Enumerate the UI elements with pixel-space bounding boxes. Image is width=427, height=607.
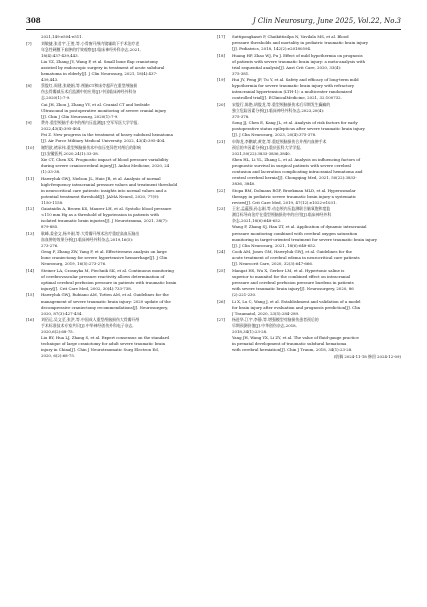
reference-text-line: during severe craniocerebral injury[J]. Anhui Medicine, 2020, 24 — [41, 162, 170, 168]
reference-number: [27] — [217, 317, 225, 323]
reference-text-line: intracranial hypertension (LTH-1): a multicenter randomized — [232, 89, 353, 95]
reference-number: [25] — [217, 267, 225, 273]
reference-text-line: injury[J]. Crit Care Med, 2002, 30(4):733-738. — [41, 285, 132, 291]
reference-number: [16] — [26, 317, 34, 323]
reference-number: [8] — [26, 83, 32, 89]
reference-text-line: assisted by endoscopic surgery in treatment of acute subdural — [41, 64, 165, 70]
reference-text-line: in neurocritical care patients: insights into normal values and a — [41, 187, 167, 193]
reference-text-line: of patients with severe traumatic brain injury: a meta-analysis with — [232, 58, 365, 64]
reference-text-line: 申海龙,李鹏斌,黄宽,等.重症颅脑损伤合并颅内血肿手术 — [232, 138, 327, 144]
reference-text-line: 早期预测价值[J].中华创伤杂志,2018, — [232, 323, 297, 329]
reference-text-line: 伤去骨瓣减压术后监测中的应用[J].中国临床神经外科杂 — [41, 89, 137, 95]
reference-column-right — [217, 34, 401, 360]
reference-entry — [217, 268, 401, 298]
reference-text-line: 2020, 87(3):427-434. — [41, 310, 83, 316]
reference-text-line: Fei Z. New progress in the treatment of heavy subdural hematoma — [41, 132, 173, 138]
reference-columns — [26, 34, 401, 594]
reference-text-line: acute treatment of cerebral edema in neurocritical care patients — [232, 255, 360, 261]
reference-text-line: [J]. J Clin Neurosurg, 2021, 18(6):648-652. — [232, 242, 317, 248]
reference-entry — [217, 249, 401, 267]
reference-entry — [26, 41, 210, 83]
reference-text-line: in prenatal development of traumatic subdural hematoma — [232, 341, 347, 347]
reference-number: [12] — [26, 206, 34, 212]
reference-text-line: 耿峰,姜金文,杨多刚,等.大骨瓣开颅术治疗重症高血压脑出 — [41, 231, 140, 236]
reference-number: [7] — [26, 40, 32, 46]
reference-entry — [217, 34, 401, 52]
reference-text-line: Neurosurg, 2019, 16(5):273-276. — [41, 261, 107, 267]
reference-text-line: pressure thresholds and mortality in pediatric traumatic brain injury — [232, 40, 368, 46]
reference-text-line: Xie CT, Chen XX. Prognostic impact of blood pressure variability — [41, 156, 169, 162]
reference-text-line: Suttipongkaset P, Chaikittisilpa N, Vavilala MS, et al. Blood — [232, 34, 349, 39]
reference-text-line: Gaiatnidis A, Brown KS, Maurer LH, et al. Systolic blood pressure — [41, 206, 172, 212]
reference-text-line: 2018,34(1):23-28. — [232, 329, 268, 335]
reference-text-line: 测目标导向治疗在重型颅脑损伤中的应用[J].临床神经外科 — [232, 212, 332, 218]
reference-text-line: for brain injury after evaluation and prognosis prediction[J]. Clin — [232, 304, 361, 310]
reference-entry — [26, 231, 210, 267]
received-revised-dates: (收稿 2024-11-18 修回 2024-12-09) — [333, 354, 401, 360]
reference-number: [22] — [217, 187, 225, 193]
reference-continuation — [26, 34, 210, 40]
reference-number: [24] — [217, 249, 225, 255]
reference-text-line: [J]. Chin J Clin Neurosurg, 2020(1):7-9. — [41, 113, 119, 119]
reference-text-line: J Traumatol, 2020, 23(5):284-289. — [232, 310, 300, 316]
reference-text-line: pressure and cerebral perfusion pressure burdens in patients — [232, 279, 354, 285]
reference-text-line: 独立危险因素分析[J].临床神经外科杂志,2023,20(4): — [232, 108, 325, 114]
reference-text-line: (2):221-230. — [232, 291, 257, 297]
reference-text-line: 2020, 6(2):68-75. — [41, 353, 76, 359]
reference-text-line: [J]. Pediatrics, 2018, 142(2):e20180594. — [232, 46, 312, 52]
reference-text-line: controlled trial[J]. EClinicalMedicine, 2021, 32:100732. — [232, 95, 342, 101]
reference-text-line: Wang F, Zhang SJ, Han ZT, et al. Application of dynamic intracranial — [232, 224, 367, 230]
reference-number: [14] — [26, 267, 34, 273]
reference-text-line: management of severe traumatic brain injury: 2020 update of the — [41, 298, 171, 304]
reference-entry — [217, 317, 401, 353]
reference-entry — [26, 317, 210, 359]
reference-text-line: review[J]. Crit Care Med, 2019, 47(12):e1022-e1031. — [232, 199, 337, 205]
reference-entry — [26, 292, 210, 316]
reference-number: [26] — [217, 298, 225, 304]
reference-text-line: central cerebral hernia[J]. Chongqing Med, 2021, 50(22):3833- — [232, 175, 357, 181]
reference-entry — [26, 206, 210, 230]
reference-text-line: decompressive craniectomy recommendations[J]. Neurosurgery, — [41, 304, 168, 310]
reference-text-line: Huang HP, Zhao WJ, Pu J. Effect of mild hypothermia on prognosis — [232, 52, 363, 58]
reference-text-line: Mangat HS, Wu X, Gerber LM, et al. Hypertonic saline is — [232, 267, 345, 273]
reference-text-line: Hawryluk GWJ, Nielson JL, Huie JR, et al. Analysis of normal — [41, 175, 161, 181]
reference-text-line: Shen HL, Li YL, Zhang L, et al. Analysis on influencing factors of — [232, 156, 360, 162]
reference-text-line: optimal cerebral perfusion pressure in patients with traumatic brain — [41, 279, 177, 285]
reference-number: [21] — [217, 138, 225, 144]
reference-number: [11] — [26, 175, 34, 181]
reference-text-line: prognostic survival in surgical patients with severe cerebral — [232, 162, 351, 168]
reference-number: [18] — [217, 52, 225, 58]
reference-text-line: 375-381. — [232, 70, 250, 76]
reference-text-line: technique of large craniotomy for adult severe traumatic brain — [41, 341, 166, 347]
reference-text-line: bone craniectomy for severe hypertensive hemorrhage[J]. J Clin — [41, 255, 168, 261]
reference-text-line: 879-885. — [41, 224, 59, 230]
reference-text-line: Hawryluk GWJ, Rubiano AM, Totten AM, et al. Guidelines for the — [41, 292, 169, 298]
reference-number: [20] — [217, 102, 225, 108]
reference-text-line: 2021,149:e504-e511. — [41, 34, 83, 39]
reference-text-line: 2020,6(2):68-75. — [41, 329, 74, 335]
reference-text-line: [J]. J Clin Neurosurg, 2023, 20(4):375-378. — [232, 132, 317, 138]
reference-number: [13] — [26, 231, 34, 236]
reference-text-line: 宋俊行,陈艳,胡俊龙,等.重型颅脑损伤术后早期发生癫痫的 — [232, 102, 331, 108]
reference-entry — [217, 206, 401, 248]
reference-text-line: with severe traumatic brain injury[J]. Neurosurgery, 2020, 86 — [232, 285, 354, 291]
reference-text-line: Hui JY, Feng JF, Tu Y, et al. Safety and efficacy of long-term mild — [232, 77, 359, 83]
reference-text-line: 刘佰运,吴文至,张洪,等.中国成人重型颅脑损伤大骨瓣开颅 — [41, 317, 140, 323]
reference-text-line: 王宏,孟蕴强,孙志刚,等.动态颅内压监测联合脑氧饱和度监 — [232, 206, 331, 212]
reference-text-line: Yang JH, Wang YX, Li ZY, et al. The value of fluid-gauge practice — [232, 335, 359, 341]
reference-number: [19] — [217, 77, 225, 83]
reference-text-line: Song JJ, Chen E, Kang JL, et al. Analysis of risk factors for early — [232, 120, 358, 126]
journal-running-title: J Clin Neurosurg, June 2025, Vol.22, No.3 — [252, 17, 401, 25]
reference-text-line: (1):33-38. — [41, 169, 61, 175]
reference-text-line: trial sequential analysis[J]. Aust Crit Care, 2020, 33(4): — [232, 64, 342, 70]
reference-text-line: Cook AM, Jones GM, Hawryluk GWJ, et al. Guidelines for the — [232, 249, 352, 255]
reference-text-line: Stopa BM, Dolmans RGF, Broekman MLD, et al. Hyperosmolar — [232, 187, 356, 193]
reference-entry — [217, 299, 401, 317]
reference-entry — [26, 120, 210, 144]
reference-text-line: potential treatment threshold[J]. JAMA Neurol, 2020, 77(9): — [41, 193, 160, 199]
reference-text-line: contusion and laceration complicating intracranial hematoma and — [232, 169, 363, 175]
reference-text-line: 439,443. — [41, 76, 59, 82]
reference-text-line: 预后的多因素分析[J].重庆医科大学学报, — [232, 144, 302, 150]
reference-text-line: 1150-1158. — [41, 199, 64, 205]
reference-text-line: 蔡俊红,周建,张晓娟,等.颅脑CT和床旁超声在重型颅脑损 — [41, 83, 138, 89]
reference-text-line: 血血肿的效果分析[J].临床神经外科杂志,2019,16(5): — [41, 237, 134, 243]
reference-text-line: pressure monitoring combined with cerebral oxygen saturation — [232, 230, 358, 236]
reference-text-line: 3836, 3840. — [232, 181, 256, 187]
reference-text-line: isolated traumatic brain injuries[J]. J Neurotrauma, 2021, 38(7): — [41, 218, 168, 224]
reference-text-line: 费舟.重型颅脑手术中的颅内压监测[J].空军军医大学学报, — [41, 120, 139, 126]
reference-text-line: hematoma in elderly[J]. J Clin Neurosurg, 2021, 18(4):437- — [41, 70, 158, 76]
reference-text-line: monitoring in target-oriented treatment for severe traumatic brain injury — [232, 236, 377, 242]
reference-text-line: 273-276. — [41, 243, 59, 249]
reference-text-line: 手术标准技术专家共识[J].中华神经创伤外科电子杂志, — [41, 323, 134, 329]
reference-number: [23] — [217, 206, 225, 212]
reference-text-line: high-frequency intracranial pressure values and treatment threshold — [41, 181, 178, 187]
reference-entry — [217, 188, 401, 206]
reference-entry — [217, 53, 401, 77]
reference-text-line: 18(4):437-439,443. — [41, 52, 79, 58]
reference-text-line: Steiner LA, Czosnyka M, Piechnik SK, et al. Continuous monitoring — [41, 267, 174, 273]
reference-text-line: 刘敏捷,张君宇,王胜,等.小骨窗开颅内镜辅助下手术治疗老 — [41, 40, 140, 46]
reference-text-line: of cerebrovascular pressure reactivity allows determination of — [41, 273, 165, 279]
reference-entry — [217, 102, 401, 138]
reference-text-line: 杂志,2021,18(6):648-652. — [232, 218, 282, 224]
page-header — [26, 14, 401, 28]
reference-text-line: postoperative status epilepticus after severe traumatic brain injury — [232, 126, 365, 132]
reference-text-line: 杨进华,江宇,李静,等.增强模型对脑损伤患者预后的 — [232, 317, 319, 323]
reference-number: [10] — [26, 144, 34, 150]
reference-text-line: [J].安徽医药,2020,24(1):33-38. — [41, 150, 99, 156]
reference-number: [17] — [217, 34, 225, 39]
reference-column-left — [26, 34, 210, 360]
reference-entry — [26, 83, 210, 119]
reference-number: [15] — [26, 292, 34, 298]
reference-entry — [217, 77, 401, 101]
reference-text-line: hypothermia for severe traumatic brain injury with refractory — [232, 83, 355, 89]
reference-text-line: Geng F, Zhang ZW, Yang F, et al. Effectiveness analysis on large — [41, 249, 167, 255]
reference-text-line: Li X, Lu C, Wang J, et al. Establishment and validation of a model — [232, 298, 361, 304]
header-rule — [26, 29, 401, 30]
reference-entry — [217, 139, 401, 187]
reference-text-line: <110 mm Hg as a threshold of hypotension in patients with — [41, 212, 159, 218]
reference-text-line: superior to mannitol for the combined effect on intracranial — [232, 273, 351, 279]
reference-entry — [26, 145, 210, 175]
reference-text-line: Liu YZ, Zhang JY, Wang P, et al. Small bone flap craniotomy — [41, 58, 158, 64]
reference-entry — [26, 268, 210, 292]
reference-text-line: 年急性硬膜下血肿的疗效观察[J].临床神经外科杂志,2021, — [41, 46, 141, 52]
reference-text-line: therapy in pediatric severe traumatic brain injury-a systematic — [232, 193, 357, 199]
reference-text-line: 志,2020(1):7-9. — [41, 95, 71, 101]
reference-text-line: Cai JH, Zhou J, Zhang YY, et al. Cranial CT and bedside — [41, 101, 150, 107]
reference-text-line: injury in China[J]. Chin J Neurotraumatic Surg Electron Ed, — [41, 347, 159, 353]
reference-text-line: [J]. Air Force Military Medical University, 2022, 43(4):395-404. — [41, 138, 166, 144]
reference-text-line: 375-378. — [232, 114, 250, 120]
reference-text-line: 2022,43(4):395-404. — [41, 126, 82, 132]
reference-text-line: with cerebral herniation[J]. Chin J Traum, 2018, 34(1):23-28. — [232, 347, 353, 353]
reference-text-line: 2021,50(22):3833-3836,3840. — [232, 150, 291, 156]
reference-number: [9] — [26, 120, 32, 126]
reference-text-line: Ultrasound in postoperative monitoring of severe cranial injury — [41, 107, 167, 113]
reference-text-line: [J]. Neurocrit Care, 2020, 32(3):647-666. — [232, 261, 314, 267]
reference-text-line: Liu BY, Hua LJ, Zhang S, et al. Expert consensus on the standard — [41, 335, 169, 341]
reference-entry — [26, 176, 210, 206]
reference-text-line: 谢绍歆,褚承伟,重型颅脑损伤术中血压变异性对颅后的影响 — [41, 144, 141, 150]
page-number: 308 — [26, 16, 41, 25]
